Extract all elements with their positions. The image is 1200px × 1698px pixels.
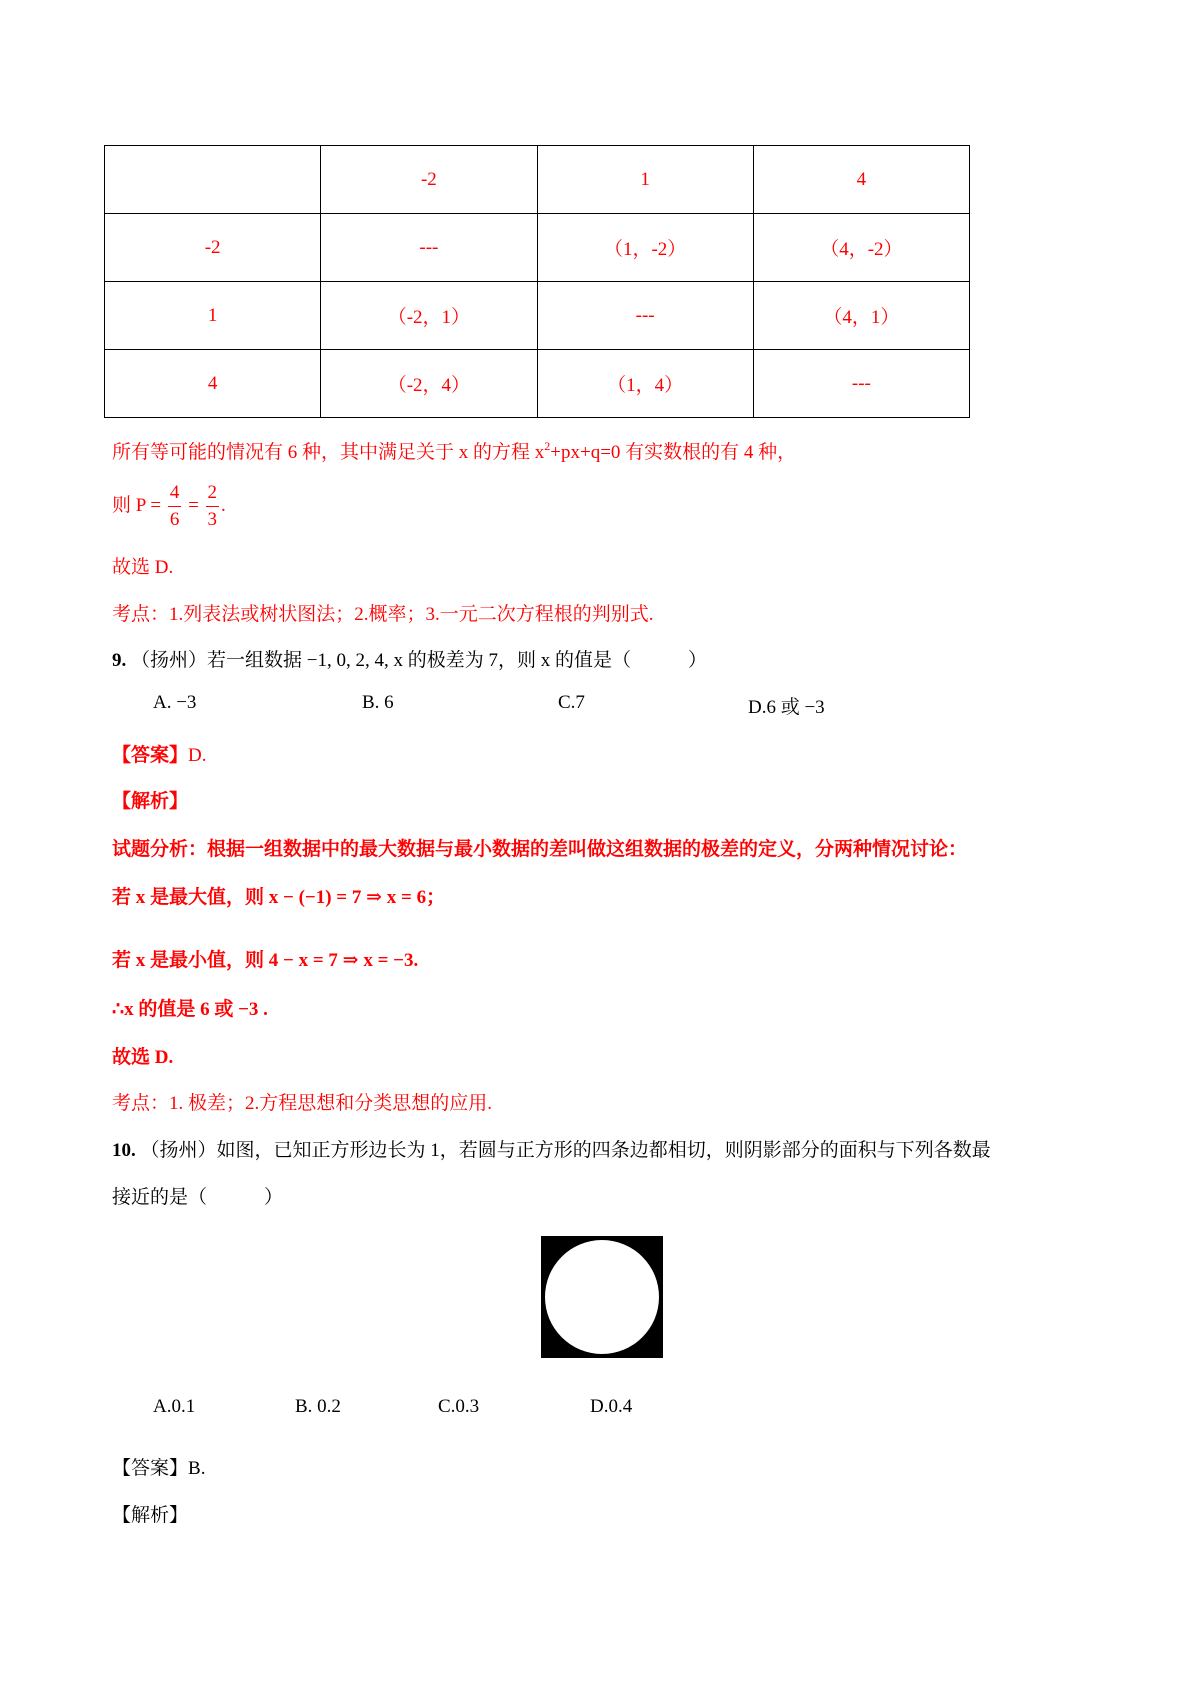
q10-analysis-label: 【解析】 xyxy=(112,1505,189,1526)
q9-analysis-line: 若 x 是最小值，则 4 − x = 7 ⇒ x = −3. xyxy=(112,950,419,971)
q8-probability xyxy=(112,480,226,533)
table-cell: （4，-2） xyxy=(753,214,969,282)
probability-label: 则 P = xyxy=(112,494,162,516)
table-cell: （-2，4） xyxy=(321,350,537,418)
answer-label: 【答案】 xyxy=(112,1458,189,1479)
equals-sign: = xyxy=(188,494,199,516)
fraction-four-sixths xyxy=(168,480,182,533)
q10-option-b: B. 0.2 xyxy=(295,1396,341,1417)
q8-summary-text-end: +px+q=0 有实数根的有 4 种， xyxy=(550,442,797,463)
q9-key-points: 考点：1. 极差；2.方程思想和分类思想的应用. xyxy=(112,1093,493,1114)
q10-option-a: A.0.1 xyxy=(153,1396,196,1417)
fraction-denominator: 3 xyxy=(207,509,218,530)
q10-stem-continued: 接近的是（ ） xyxy=(112,1187,284,1208)
question-text: （扬州）若一组数据 −1, 0, 2, 4, x 的极差为 7，则 x 的值是（ ） xyxy=(131,650,707,671)
square-circle-figure xyxy=(541,1236,663,1358)
q9-analysis-line: 故选 D. xyxy=(112,1047,174,1068)
table-row xyxy=(105,350,970,418)
q9-answer xyxy=(112,740,207,767)
q9-option-a: A. −3 xyxy=(153,692,197,713)
outcome-table xyxy=(104,145,970,418)
q8-key-points: 考点：1.列表法或树状图法；2.概率；3.一元二次方程根的判别式. xyxy=(112,604,654,625)
q9-option-b: B. 6 xyxy=(362,692,394,713)
q10-answer xyxy=(112,1453,205,1480)
period: . xyxy=(221,494,226,516)
table-cell: （1，-2） xyxy=(537,214,753,282)
table-cell: （4，1） xyxy=(753,282,969,350)
answer-label: 【答案】 xyxy=(112,745,189,766)
q9-analysis-line: 试题分析：根据一组数据中的最大数据与最小数据的差叫做这组数据的极差的定义，分两种情况讨论： xyxy=(112,839,968,860)
fraction-denominator: 6 xyxy=(169,509,180,530)
table-cell: --- xyxy=(753,350,969,418)
q10-option-c: C.0.3 xyxy=(438,1396,480,1417)
table-cell: 4 xyxy=(105,350,321,418)
q10-stem xyxy=(112,1135,991,1162)
table-cell: -2 xyxy=(105,214,321,282)
table-cell: -2 xyxy=(321,146,537,214)
question-number: 9. xyxy=(112,650,127,671)
fraction-two-thirds xyxy=(206,480,220,533)
table-cell: （1，4） xyxy=(537,350,753,418)
question-number: 10. xyxy=(112,1140,136,1161)
table-header-row xyxy=(105,146,970,214)
answer-value: B. xyxy=(188,1458,206,1479)
table-row xyxy=(105,214,970,282)
inscribed-circle xyxy=(545,1240,659,1354)
table-cell: --- xyxy=(537,282,753,350)
q9-option-c: C.7 xyxy=(558,692,585,713)
fraction-numerator: 2 xyxy=(206,480,220,507)
answer-value: D. xyxy=(188,745,207,766)
q9-analysis-label: 【解析】 xyxy=(112,791,189,812)
q9-stem xyxy=(112,645,707,672)
table-cell xyxy=(105,146,321,214)
q9-analysis-line: ∴x 的值是 6 或 −3 . xyxy=(112,999,268,1020)
fraction-numerator: 4 xyxy=(168,480,182,507)
table-cell: 1 xyxy=(537,146,753,214)
table-cell: 4 xyxy=(753,146,969,214)
table-cell: 1 xyxy=(105,282,321,350)
question-text: （扬州）如图，已知正方形边长为 1，若圆与正方形的四条边都相切，则阴影部分的面积与下列各数最 xyxy=(140,1140,991,1161)
q9-analysis-line: 若 x 是最大值，则 x − (−1) = 7 ⇒ x = 6； xyxy=(112,887,446,908)
table-cell: （-2，1） xyxy=(321,282,537,350)
exponent: 2 xyxy=(544,439,551,453)
q9-option-d: D.6 或 −3 xyxy=(748,697,825,718)
q8-summary-text: 所有等可能的情况有 6 种，其中满足关于 x 的方程 x xyxy=(112,442,545,463)
table-row xyxy=(105,282,970,350)
table-cell: --- xyxy=(321,214,537,282)
q10-option-d: D.0.4 xyxy=(590,1396,633,1417)
q8-summary xyxy=(112,437,796,464)
q8-choice: 故选 D. xyxy=(112,557,174,578)
